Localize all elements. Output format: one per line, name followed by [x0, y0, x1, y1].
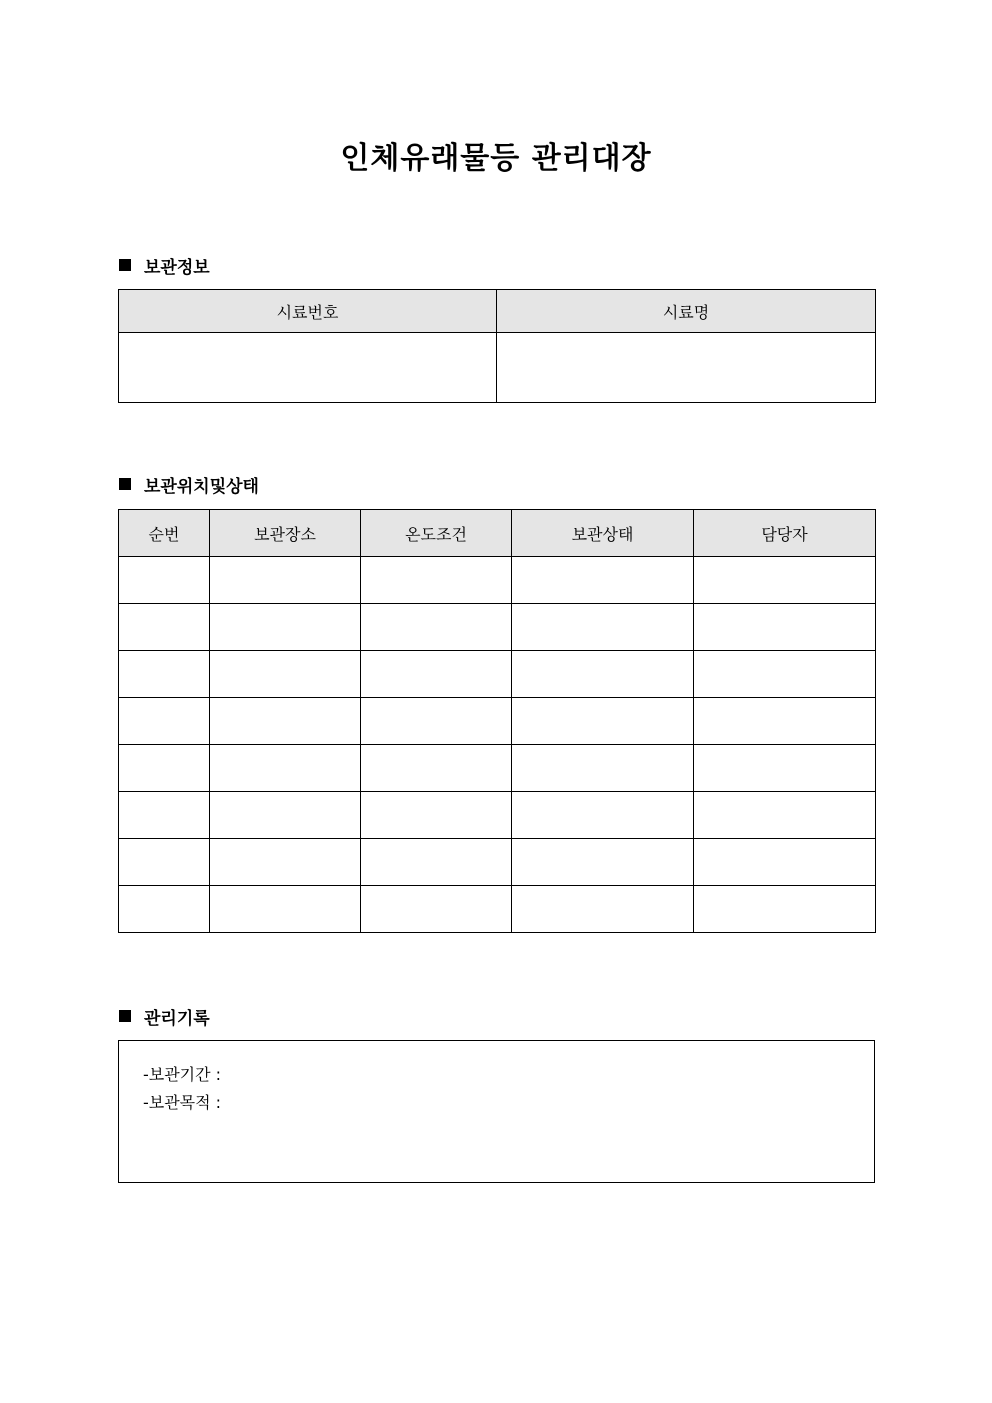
column-header-sample-name: 시료명 — [497, 290, 876, 333]
table-cell[interactable] — [361, 792, 512, 839]
table-cell[interactable] — [694, 604, 876, 651]
table-cell[interactable] — [361, 604, 512, 651]
table-cell[interactable] — [694, 651, 876, 698]
section-heading-management-record — [119, 1005, 210, 1027]
table-cell[interactable] — [210, 745, 361, 792]
table-cell[interactable] — [119, 557, 210, 604]
table-cell[interactable] — [361, 745, 512, 792]
table-cell[interactable] — [512, 698, 694, 745]
table-cell[interactable] — [210, 651, 361, 698]
table-cell[interactable] — [512, 886, 694, 933]
table-cell[interactable] — [119, 839, 210, 886]
column-header-seq: 순번 — [119, 510, 210, 557]
table-cell[interactable] — [361, 651, 512, 698]
table-cell[interactable] — [694, 839, 876, 886]
storage-period-line: -보관기간 : — [143, 1065, 222, 1084]
table-row — [119, 745, 876, 792]
table-row — [119, 698, 876, 745]
sample-number-cell[interactable] — [119, 333, 497, 403]
table-cell[interactable] — [361, 557, 512, 604]
section-heading-label: 보관위치및상태 — [144, 476, 259, 497]
section-heading-label: 보관정보 — [144, 257, 210, 278]
table-row — [119, 651, 876, 698]
storage-purpose-line: -보관목적 : — [143, 1093, 222, 1112]
table-row — [119, 333, 876, 403]
table-cell[interactable] — [210, 604, 361, 651]
table-cell[interactable] — [119, 886, 210, 933]
table-cell[interactable] — [361, 839, 512, 886]
square-bullet-icon — [119, 1010, 131, 1022]
sample-name-cell[interactable] — [497, 333, 876, 403]
table-cell[interactable] — [694, 745, 876, 792]
table-cell[interactable] — [119, 698, 210, 745]
table-cell[interactable] — [119, 792, 210, 839]
column-header-location: 보관장소 — [210, 510, 361, 557]
table-cell[interactable] — [694, 698, 876, 745]
storage-info-table — [118, 289, 876, 403]
table-row — [119, 792, 876, 839]
table-header-row — [119, 510, 876, 557]
table-cell[interactable] — [119, 604, 210, 651]
section-heading-label: 관리기록 — [144, 1008, 210, 1029]
table-cell[interactable] — [210, 698, 361, 745]
column-header-status: 보관상태 — [512, 510, 694, 557]
storage-location-table — [118, 509, 876, 933]
table-cell[interactable] — [210, 792, 361, 839]
table-cell[interactable] — [694, 792, 876, 839]
table-header-row — [119, 290, 876, 333]
table-cell[interactable] — [210, 839, 361, 886]
square-bullet-icon — [119, 478, 131, 490]
table-cell[interactable] — [512, 651, 694, 698]
table-cell[interactable] — [512, 792, 694, 839]
table-cell[interactable] — [119, 745, 210, 792]
management-record-box[interactable] — [118, 1040, 875, 1183]
table-cell[interactable] — [361, 698, 512, 745]
table-cell[interactable] — [512, 557, 694, 604]
square-bullet-icon — [119, 259, 131, 271]
table-cell[interactable] — [694, 557, 876, 604]
table-cell[interactable] — [119, 651, 210, 698]
table-cell[interactable] — [512, 604, 694, 651]
table-cell[interactable] — [512, 745, 694, 792]
table-cell[interactable] — [210, 557, 361, 604]
table-cell[interactable] — [512, 839, 694, 886]
table-row — [119, 886, 876, 933]
column-header-manager: 담당자 — [694, 510, 876, 557]
table-row — [119, 557, 876, 604]
table-cell[interactable] — [210, 886, 361, 933]
section-heading-storage-location — [119, 473, 259, 495]
table-row — [119, 604, 876, 651]
section-heading-storage-info — [119, 254, 210, 276]
table-cell[interactable] — [361, 886, 512, 933]
document-title: 인체유래물등 관리대장 — [340, 141, 652, 176]
table-cell[interactable] — [694, 886, 876, 933]
column-header-sample-number: 시료번호 — [119, 290, 497, 333]
column-header-temperature: 온도조건 — [361, 510, 512, 557]
table-row — [119, 839, 876, 886]
